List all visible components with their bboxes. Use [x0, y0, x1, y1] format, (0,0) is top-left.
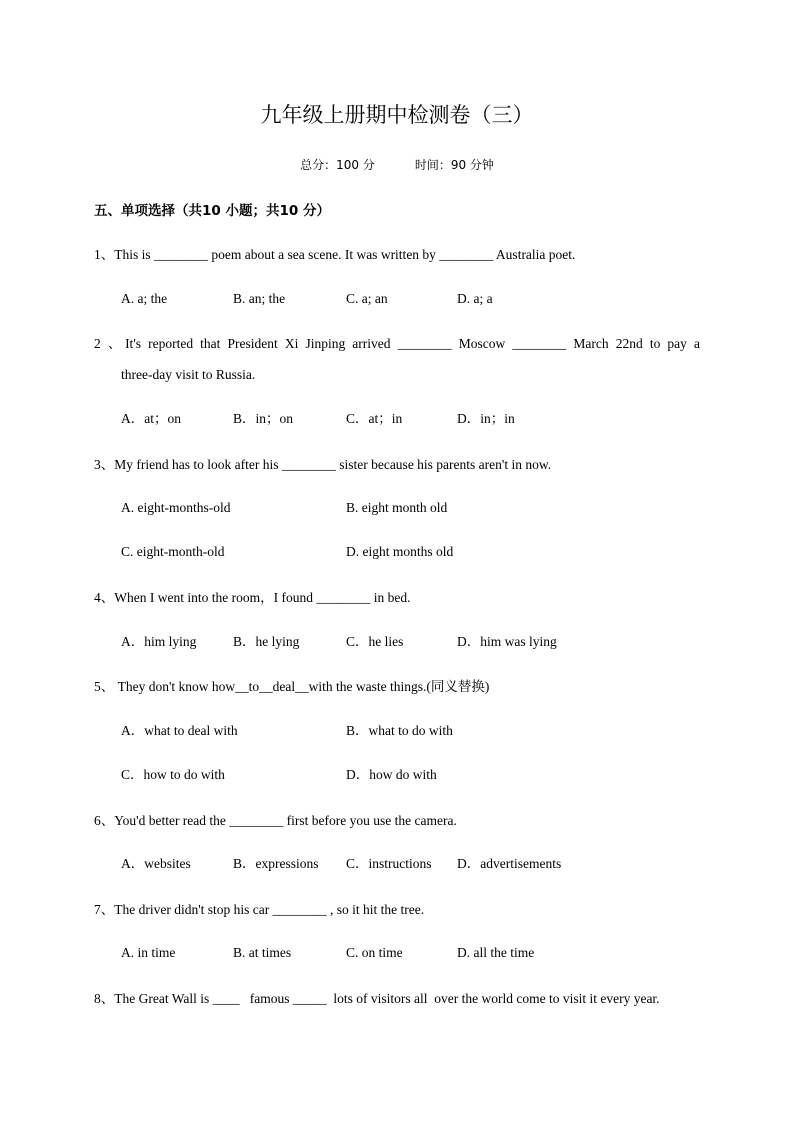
- question-1: 1、This is ________ poem about a sea scene. It was written by ________ Australia poet.: [94, 247, 576, 262]
- option-d: D. eight months old: [346, 544, 454, 559]
- question-7: 7、The driver didn't stop his car ________ , so it hit the tree.: [94, 902, 425, 917]
- option-d: D. a; a: [457, 291, 493, 306]
- question-2: 2 、It's reported that President Xi Jinping arrived ________ Moscow ________ March 22nd to pay a: [94, 336, 700, 351]
- option-c: C. on time: [346, 945, 403, 960]
- option-a: A. in time: [121, 945, 176, 960]
- option-b: B. at times: [233, 945, 292, 960]
- option-b: B．what to do with: [346, 723, 453, 738]
- question-2-continued: three-day visit to Russia.: [121, 367, 256, 382]
- option-a: A. a; the: [121, 291, 168, 306]
- option-a: A. eight-months-old: [121, 500, 231, 515]
- option-c: C. a; an: [346, 291, 388, 306]
- option-c: C．instructions: [346, 856, 432, 871]
- option-c: C．at；in: [346, 411, 403, 426]
- option-b: B．he lying: [233, 634, 300, 649]
- option-d: D. all the time: [457, 945, 535, 960]
- exam-meta: [0, 155, 794, 175]
- option-a: A．him lying: [121, 634, 197, 649]
- question-8: 8、The Great Wall is ____ famous _____ lots of visitors all over the world come to visit it every year.: [94, 991, 660, 1006]
- option-b: B. an; the: [233, 291, 286, 306]
- option-c: C. eight-month-old: [121, 544, 225, 559]
- option-c: C．he lies: [346, 634, 404, 649]
- option-c: C．how to do with: [121, 767, 225, 782]
- exam-time: 时间：90 分钟: [414, 158, 494, 172]
- option-d: D．how do with: [346, 767, 437, 782]
- option-d: D．in；in: [457, 411, 515, 426]
- option-b: B．in；on: [233, 411, 294, 426]
- option-a: A．what to deal with: [121, 723, 238, 738]
- total-score: 总分：100 分: [300, 158, 375, 172]
- option-a: A．websites: [121, 856, 191, 871]
- option-d: D．him was lying: [457, 634, 557, 649]
- question-3: 3、My friend has to look after his ________ sister because his parents aren't in now.: [94, 457, 552, 472]
- question-6: 6、You'd better read the ________ first before you use the camera.: [94, 813, 457, 828]
- question-5: 5、 They don't know how__to__deal__with the waste things.(同义替换): [94, 679, 490, 694]
- section-heading: 五、单项选择（共10 小题；共10 分）: [94, 203, 330, 219]
- question-4: 4、When I went into the room，I found ________ in bed.: [94, 590, 411, 605]
- option-a: A．at；on: [121, 411, 181, 426]
- option-d: D．advertisements: [457, 856, 562, 871]
- page-title: 九年级上册期中检测卷（三）: [260, 103, 534, 127]
- option-b: B. eight month old: [346, 500, 448, 515]
- option-b: B．expressions: [233, 856, 319, 871]
